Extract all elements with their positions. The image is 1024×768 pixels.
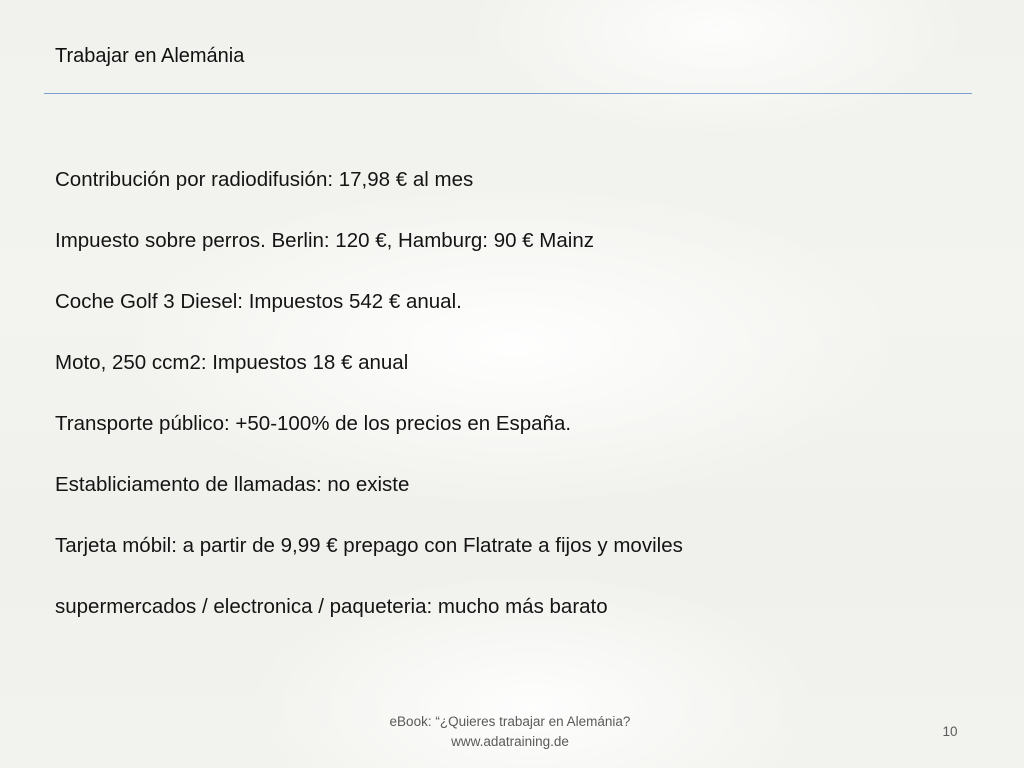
content-item-mobile-card: Tarjeta móbil: a partir de 9,99 € prepago con Flatrate a fijos y moviles [55,534,683,557]
content-item-call-setup: Establiciamento de llamadas: no existe [55,473,410,496]
title-divider [44,93,972,94]
content-item-radio-contribution: Contribución por radiodifusión: 17,98 € al mes [55,168,474,191]
content-item-shopping: supermercados / electronica / paqueteria: mucho más barato [55,595,608,618]
footer [340,712,680,752]
content-item-dog-tax: Impuesto sobre perros. Berlin: 120 €, Hamburg: 90 € Mainz [55,229,594,252]
content-list [55,166,975,654]
footer-website: www.adatraining.de [451,734,569,749]
slide-title: Trabajar en Alemánia [55,45,245,67]
footer-ebook-title: eBook: “¿Quieres trabajar en Alemánia? [389,714,631,729]
content-item-motorbike-tax: Moto, 250 ccm2: Impuestos 18 € anual [55,351,409,374]
page-number: 10 [942,724,958,739]
content-item-public-transport: Transporte público: +50-100% de los precios en España. [55,412,572,435]
content-item-car-tax: Coche Golf 3 Diesel: Impuestos 542 € anual. [55,290,462,313]
